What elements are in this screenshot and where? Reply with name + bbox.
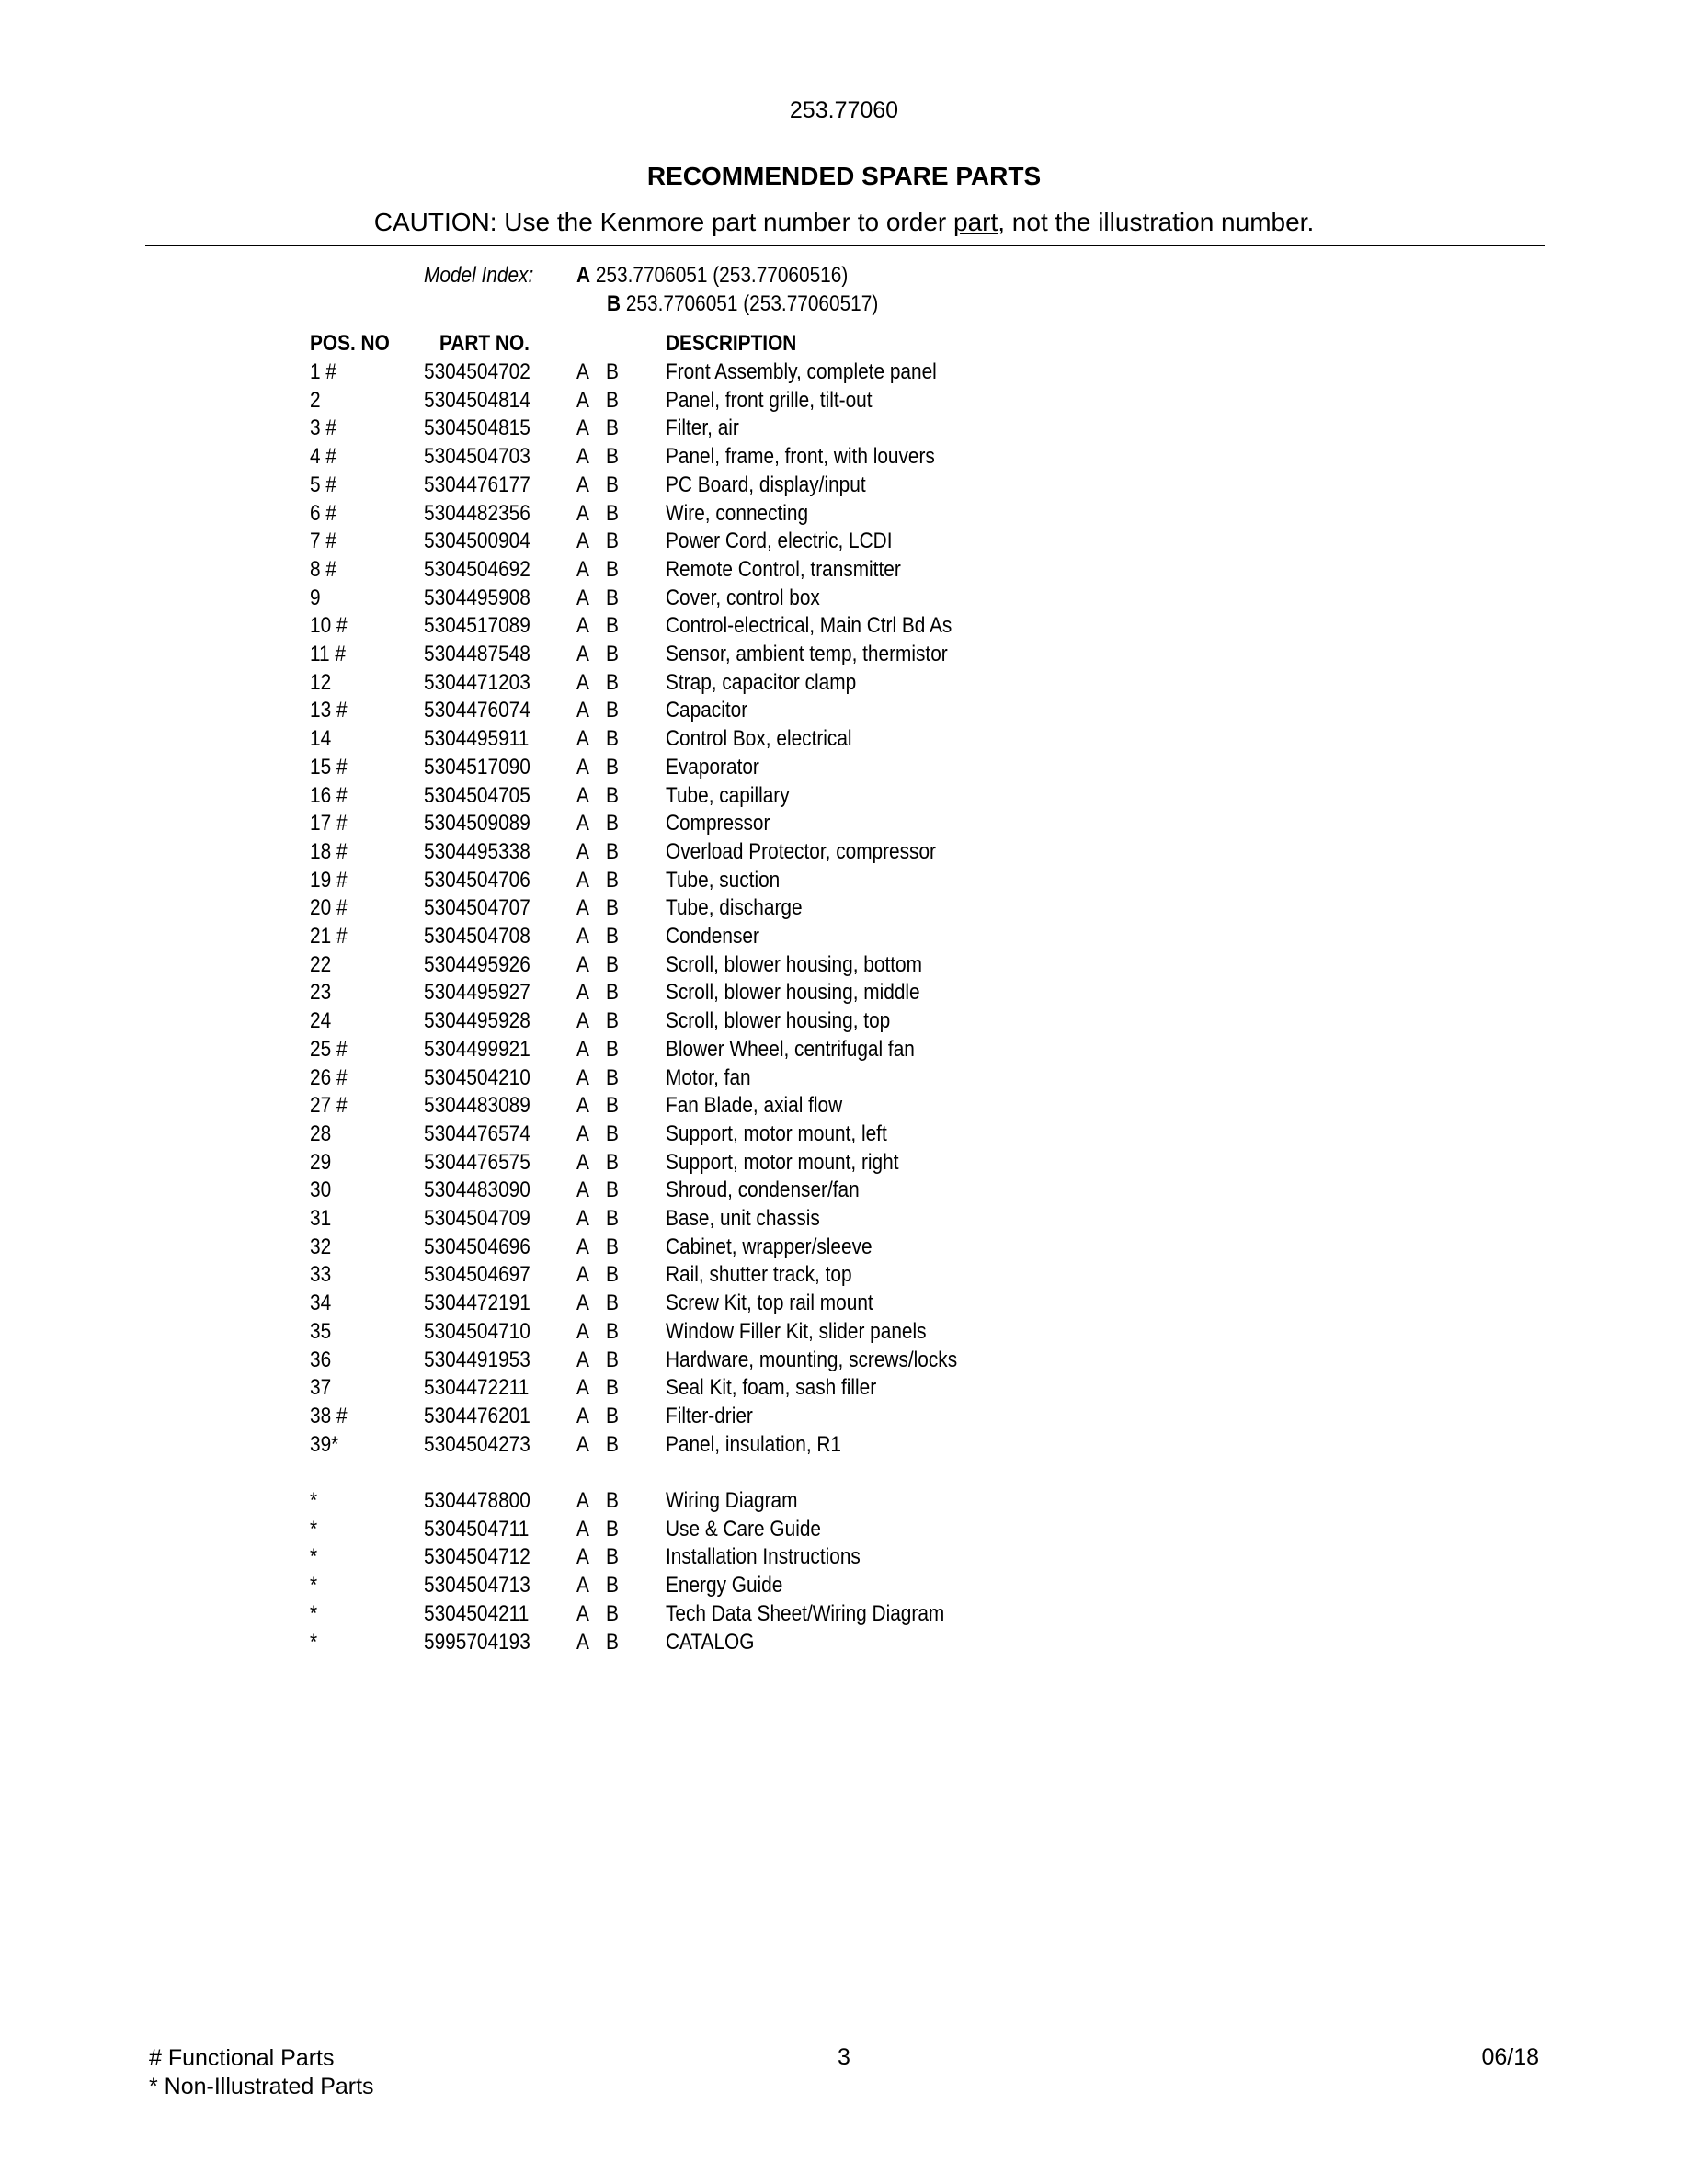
part-number-cell: 5304495908	[424, 585, 530, 610]
part-number-cell: 5304509089	[424, 811, 530, 836]
description-cell: Tube, discharge	[666, 895, 803, 921]
model-a-cell: A	[576, 1008, 589, 1034]
model-b-cell: B	[606, 669, 619, 695]
pos-cell: 24	[310, 1008, 332, 1034]
model-b-cell: B	[606, 980, 619, 1006]
model-a-cell: A	[576, 1573, 589, 1598]
model-a-cell: A	[576, 1291, 589, 1316]
part-number-cell: 5304495338	[424, 838, 530, 864]
model-a-cell: A	[576, 1600, 589, 1626]
part-number-cell: 5304504814	[424, 387, 530, 413]
caution-text-start: CAUTION: Use the Kenmore part number to order	[373, 208, 953, 236]
model-b-cell: B	[606, 1036, 619, 1062]
description-cell: Wire, connecting	[666, 500, 809, 526]
table-row	[0, 613, 1688, 642]
model-a-cell: A	[576, 387, 589, 413]
model-a-cell: A	[576, 1234, 589, 1259]
model-a-text: 253.7706051 (253.77060516)	[590, 263, 849, 288]
model-b-cell: B	[606, 387, 619, 413]
table-row	[0, 1008, 1688, 1037]
part-number-cell: 5304487548	[424, 642, 530, 666]
pos-cell: 7 #	[310, 529, 336, 554]
model-a-cell: A	[576, 1318, 589, 1344]
part-number-cell: 5304504702	[424, 359, 530, 384]
pos-cell: 20 #	[310, 895, 348, 921]
description-cell: Installation Instructions	[666, 1544, 861, 1570]
table-row	[0, 501, 1688, 529]
legend-non-illustrated: * Non-Illustrated Parts	[149, 2074, 374, 2099]
part-number-cell: 5304476201	[424, 1403, 530, 1428]
pos-cell: 33	[310, 1262, 332, 1288]
model-b-cell: B	[606, 1177, 619, 1203]
description-cell: CATALOG	[666, 1629, 755, 1655]
table-row	[0, 1177, 1688, 1206]
description-cell: Remote Control, transmitter	[666, 556, 901, 582]
model-b-cell: B	[606, 1291, 619, 1316]
model-a-cell: A	[576, 1544, 589, 1570]
part-number-cell: 5304482356	[424, 500, 530, 526]
part-number-cell: 5304504210	[424, 1064, 530, 1090]
part-number-cell: 5304483089	[424, 1093, 530, 1119]
table-row	[0, 839, 1688, 868]
pos-cell: 9	[310, 585, 321, 610]
model-a-cell: A	[576, 1431, 589, 1457]
model-a-cell: A	[576, 1206, 589, 1231]
description-cell: Energy Guide	[666, 1573, 783, 1598]
pos-cell: 4 #	[310, 444, 336, 470]
model-b-cell: B	[606, 1206, 619, 1231]
pos-cell: 12	[310, 669, 332, 695]
column-header-part: PART NO.	[439, 331, 530, 356]
description-cell: Overload Protector, compressor	[666, 838, 936, 864]
description-cell: Panel, insulation, R1	[666, 1431, 842, 1457]
model-a-cell: A	[576, 613, 589, 639]
model-b-cell: B	[606, 500, 619, 526]
column-header-pos: POS. NO	[310, 331, 390, 356]
part-number-cell: 5304504709	[424, 1206, 530, 1231]
model-a-cell: A	[576, 1629, 589, 1655]
table-row	[0, 388, 1688, 416]
part-number-cell: 5304500904	[424, 529, 530, 554]
model-b-cell: B	[606, 1347, 619, 1372]
description-cell: Panel, front grille, tilt-out	[666, 387, 873, 413]
pos-cell: 19 #	[310, 867, 348, 893]
description-cell: Scroll, blower housing, middle	[666, 980, 920, 1006]
pos-cell: 2	[310, 387, 321, 413]
part-number-cell: 5304517089	[424, 613, 530, 639]
pos-cell: 18 #	[310, 838, 348, 864]
table-row	[0, 1517, 1688, 1545]
model-a-cell: A	[576, 1149, 589, 1175]
pos-cell: 34	[310, 1291, 332, 1316]
table-row	[0, 1291, 1688, 1319]
pos-cell: 10 #	[310, 613, 348, 639]
page-title: RECOMMENDED SPARE PARTS	[646, 162, 1042, 190]
model-b-cell: B	[606, 415, 619, 441]
table-row	[0, 1348, 1688, 1376]
model-b-cell: B	[606, 585, 619, 610]
table-row	[0, 980, 1688, 1008]
table-row	[0, 726, 1688, 755]
model-b-cell: B	[606, 472, 619, 497]
model-b-cell: B	[606, 1375, 619, 1401]
footer-date: 06/18	[1481, 2044, 1539, 2070]
model-a-cell: A	[576, 726, 589, 752]
page-number: 3	[838, 2044, 850, 2070]
table-row	[0, 952, 1688, 981]
model-a-cell: A	[576, 1375, 589, 1401]
caution-text-end: , not the illustration number.	[998, 208, 1315, 236]
table-row	[0, 670, 1688, 699]
table-row	[0, 586, 1688, 614]
description-cell: Seal Kit, foam, sash filler	[666, 1375, 877, 1401]
pos-cell: 27 #	[310, 1093, 348, 1119]
description-cell: Cover, control box	[666, 585, 820, 610]
description-cell: Wiring Diagram	[666, 1488, 798, 1513]
model-b-cell: B	[606, 924, 619, 949]
part-number-cell: 5304478800	[424, 1488, 530, 1513]
table-row	[0, 1234, 1688, 1263]
pos-cell: 37	[310, 1375, 332, 1401]
model-b-cell: B	[606, 1318, 619, 1344]
pos-cell: *	[310, 1629, 318, 1655]
model-b-cell: B	[606, 556, 619, 582]
part-number-cell: 5304504692	[424, 556, 530, 582]
description-cell: Window Filler Kit, slider panels	[666, 1318, 927, 1344]
model-b-cell: B	[606, 838, 619, 864]
part-number-cell: 5304504815	[424, 415, 530, 441]
model-a-cell: A	[576, 1177, 589, 1203]
pos-cell: 3 #	[310, 415, 336, 441]
description-cell: Support, motor mount, left	[666, 1120, 887, 1146]
part-number-cell: 5304504273	[424, 1431, 530, 1457]
model-b-cell: B	[606, 1234, 619, 1259]
part-number-cell: 5304504713	[424, 1573, 530, 1598]
pos-cell: 28	[310, 1120, 332, 1146]
model-b-cell: B	[606, 811, 619, 836]
model-a-cell: A	[576, 951, 589, 977]
model-a-cell: A	[576, 585, 589, 610]
model-b-cell: B	[606, 1120, 619, 1146]
table-row	[0, 1488, 1688, 1517]
part-number-cell: 5304504708	[424, 924, 530, 949]
pos-cell: 30	[310, 1177, 332, 1203]
description-cell: Evaporator	[666, 754, 759, 779]
model-b-cell: B	[606, 1488, 619, 1513]
model-index-label: Model Index:	[424, 263, 534, 288]
table-row	[0, 1432, 1688, 1461]
part-number-cell: 5995704193	[424, 1629, 530, 1655]
description-cell: Use & Care Guide	[666, 1516, 821, 1541]
model-a-cell: A	[576, 754, 589, 779]
description-cell: Scroll, blower housing, top	[666, 1008, 891, 1034]
pos-cell: 22	[310, 951, 332, 977]
model-a-cell: A	[576, 924, 589, 949]
table-row	[0, 642, 1688, 670]
description-cell: Filter-drier	[666, 1403, 753, 1428]
pos-cell: 29	[310, 1149, 332, 1175]
table-row	[0, 1319, 1688, 1348]
description-cell: Capacitor	[666, 698, 748, 723]
description-cell: Front Assembly, complete panel	[666, 359, 937, 384]
model-b-cell: B	[606, 529, 619, 554]
pos-cell: 21 #	[310, 924, 348, 949]
model-a-cell: A	[576, 444, 589, 470]
table-row	[0, 529, 1688, 557]
pos-cell: 26 #	[310, 1064, 348, 1090]
table-row	[0, 1544, 1688, 1573]
table-row	[0, 698, 1688, 726]
model-a-cell: A	[576, 642, 589, 666]
table-row	[0, 868, 1688, 896]
part-number-cell: 5304499921	[424, 1036, 530, 1062]
description-cell: Power Cord, electric, LCDI	[666, 529, 893, 554]
description-cell: Support, motor mount, right	[666, 1149, 899, 1175]
part-number-cell: 5304504707	[424, 895, 530, 921]
part-number-cell: 5304504712	[424, 1544, 530, 1570]
description-cell: Sensor, ambient temp, thermistor	[666, 642, 948, 666]
description-cell: Filter, air	[666, 415, 739, 441]
model-a-cell: A	[576, 1516, 589, 1541]
part-number-cell: 5304517090	[424, 754, 530, 779]
model-b-letter: B	[607, 291, 622, 316]
table-row	[0, 1121, 1688, 1150]
table-row	[0, 1065, 1688, 1094]
model-a-cell: A	[576, 556, 589, 582]
model-a-cell: A	[576, 529, 589, 554]
description-cell: Shroud, condenser/fan	[666, 1177, 860, 1203]
part-number-cell: 5304483090	[424, 1177, 530, 1203]
model-b-cell: B	[606, 867, 619, 893]
description-cell: Cabinet, wrapper/sleeve	[666, 1234, 873, 1259]
table-row	[0, 755, 1688, 783]
part-number-cell: 5304504696	[424, 1234, 530, 1259]
pos-cell: *	[310, 1488, 318, 1513]
model-a-cell: A	[576, 1093, 589, 1119]
part-number-cell: 5304476177	[424, 472, 530, 497]
pos-cell: 35	[310, 1318, 332, 1344]
description-cell: Tube, suction	[666, 867, 781, 893]
pos-cell: 14	[310, 726, 332, 752]
table-row	[0, 444, 1688, 472]
pos-cell: 13 #	[310, 698, 348, 723]
model-a-letter: A	[576, 263, 591, 288]
model-a-cell: A	[576, 415, 589, 441]
description-cell: Screw Kit, top rail mount	[666, 1291, 873, 1316]
description-cell: Fan Blade, axial flow	[666, 1093, 843, 1119]
part-number-cell: 5304471203	[424, 669, 530, 695]
part-number-cell: 5304495928	[424, 1008, 530, 1034]
table-row	[0, 415, 1688, 444]
description-cell: PC Board, display/input	[666, 472, 866, 497]
model-b-cell: B	[606, 1516, 619, 1541]
part-number-cell: 5304476074	[424, 698, 530, 723]
pos-cell: 6 #	[310, 500, 336, 526]
model-b-cell: B	[606, 1262, 619, 1288]
description-cell: Tube, capillary	[666, 782, 790, 808]
pos-cell: 15 #	[310, 754, 348, 779]
pos-cell: *	[310, 1544, 318, 1570]
model-b-cell: B	[606, 1431, 619, 1457]
description-cell: Panel, frame, front, with louvers	[666, 444, 935, 470]
table-row	[0, 557, 1688, 586]
pos-cell: 1 #	[310, 359, 336, 384]
model-b-cell: B	[606, 1149, 619, 1175]
model-a-cell: A	[576, 838, 589, 864]
pos-cell: 8 #	[310, 556, 336, 582]
table-row	[0, 1093, 1688, 1121]
model-b-cell: B	[606, 782, 619, 808]
model-a-cell: A	[576, 782, 589, 808]
model-b-cell: B	[606, 698, 619, 723]
description-cell: Control-electrical, Main Ctrl Bd As	[666, 613, 952, 639]
model-b-cell: B	[606, 1064, 619, 1090]
part-number-cell: 5304495911	[424, 726, 530, 752]
model-b-cell: B	[606, 1008, 619, 1034]
pos-cell: 16 #	[310, 782, 348, 808]
model-a-cell: A	[576, 1262, 589, 1288]
model-a-cell: A	[576, 1064, 589, 1090]
model-b-cell: B	[606, 1600, 619, 1626]
table-row	[0, 895, 1688, 924]
table-row	[0, 1404, 1688, 1432]
model-b-cell: B	[606, 726, 619, 752]
model-b-cell: B	[606, 951, 619, 977]
pos-cell: 17 #	[310, 811, 348, 836]
table-row	[0, 811, 1688, 839]
part-number-cell: 5304495926	[424, 951, 530, 977]
description-cell: Condenser	[666, 924, 759, 949]
model-a-cell: A	[576, 867, 589, 893]
description-cell: Hardware, mounting, screws/locks	[666, 1347, 958, 1372]
model-a-cell: A	[576, 1036, 589, 1062]
table-row	[0, 1375, 1688, 1404]
table-row	[0, 1037, 1688, 1065]
table-row	[0, 924, 1688, 952]
column-header-description: DESCRIPTION	[666, 331, 797, 356]
pos-cell: 36	[310, 1347, 332, 1372]
model-a-cell: A	[576, 698, 589, 723]
legend-functional: # Functional Parts	[149, 2045, 335, 2071]
part-number-cell: 5304504710	[424, 1318, 530, 1344]
pos-cell: 23	[310, 980, 332, 1006]
model-b-cell: B	[606, 613, 619, 639]
part-number-cell: 5304472191	[424, 1291, 530, 1316]
table-row	[0, 1630, 1688, 1658]
model-a-cell: A	[576, 1403, 589, 1428]
table-row	[0, 1206, 1688, 1234]
model-a-cell: A	[576, 1120, 589, 1146]
part-number-cell: 5304504697	[424, 1262, 530, 1288]
pos-cell: 31	[310, 1206, 332, 1231]
table-row	[0, 1150, 1688, 1178]
model-b-cell: B	[606, 359, 619, 384]
pos-cell: *	[310, 1600, 318, 1626]
part-number-cell: 5304495927	[424, 980, 530, 1006]
part-number-cell: 5304504703	[424, 444, 530, 470]
table-row	[0, 359, 1688, 388]
part-number-cell: 5304476574	[424, 1120, 530, 1146]
model-b-cell: B	[606, 1093, 619, 1119]
model-a-cell: A	[576, 359, 589, 384]
model-b-cell: B	[606, 895, 619, 921]
model-a-cell: A	[576, 1347, 589, 1372]
pos-cell: *	[310, 1516, 318, 1541]
pos-cell: 39*	[310, 1431, 339, 1457]
part-number-cell: 5304476575	[424, 1149, 530, 1175]
part-number-cell: 5304504706	[424, 867, 530, 893]
pos-cell: 32	[310, 1234, 332, 1259]
model-b-text: 253.7706051 (253.77060517)	[621, 291, 879, 316]
model-b-cell: B	[606, 754, 619, 779]
table-row	[0, 783, 1688, 812]
description-cell: Tech Data Sheet/Wiring Diagram	[666, 1600, 945, 1626]
part-number-cell: 5304504705	[424, 782, 530, 808]
model-b-cell: B	[606, 1573, 619, 1598]
pos-cell: 25 #	[310, 1036, 348, 1062]
description-cell: Scroll, blower housing, bottom	[666, 951, 922, 977]
document-number: 253.77060	[789, 97, 899, 123]
description-cell: Compressor	[666, 811, 770, 836]
table-row	[0, 472, 1688, 501]
pos-cell: 5 #	[310, 472, 336, 497]
model-b-cell: B	[606, 642, 619, 666]
description-cell: Blower Wheel, centrifugal fan	[666, 1036, 915, 1062]
pos-cell: 11 #	[310, 642, 346, 666]
model-a-cell: A	[576, 895, 589, 921]
part-number-cell: 5304472211	[424, 1375, 530, 1401]
table-row	[0, 1601, 1688, 1630]
description-cell: Strap, capacitor clamp	[666, 669, 857, 695]
pos-cell: 38 #	[310, 1403, 348, 1428]
model-a-cell: A	[576, 669, 589, 695]
table-row	[0, 1262, 1688, 1291]
part-number-cell: 5304504711	[424, 1516, 530, 1541]
model-b-cell: B	[606, 444, 619, 470]
description-cell: Base, unit chassis	[666, 1206, 820, 1231]
caution-underlined-word: part	[953, 208, 998, 236]
description-cell: Motor, fan	[666, 1064, 751, 1090]
model-a-cell: A	[576, 472, 589, 497]
part-number-cell: 5304504211	[424, 1600, 530, 1626]
model-b-cell: B	[606, 1544, 619, 1570]
model-a-cell: A	[576, 980, 589, 1006]
model-a-cell: A	[576, 1488, 589, 1513]
model-b-cell: B	[606, 1629, 619, 1655]
part-number-cell: 5304491953	[424, 1347, 530, 1372]
description-cell: Control Box, electrical	[666, 726, 852, 752]
pos-cell: *	[310, 1573, 318, 1598]
table-row	[0, 1573, 1688, 1601]
model-a-cell: A	[576, 811, 589, 836]
model-b-cell: B	[606, 1403, 619, 1428]
model-a-cell: A	[576, 500, 589, 526]
description-cell: Rail, shutter track, top	[666, 1262, 852, 1288]
